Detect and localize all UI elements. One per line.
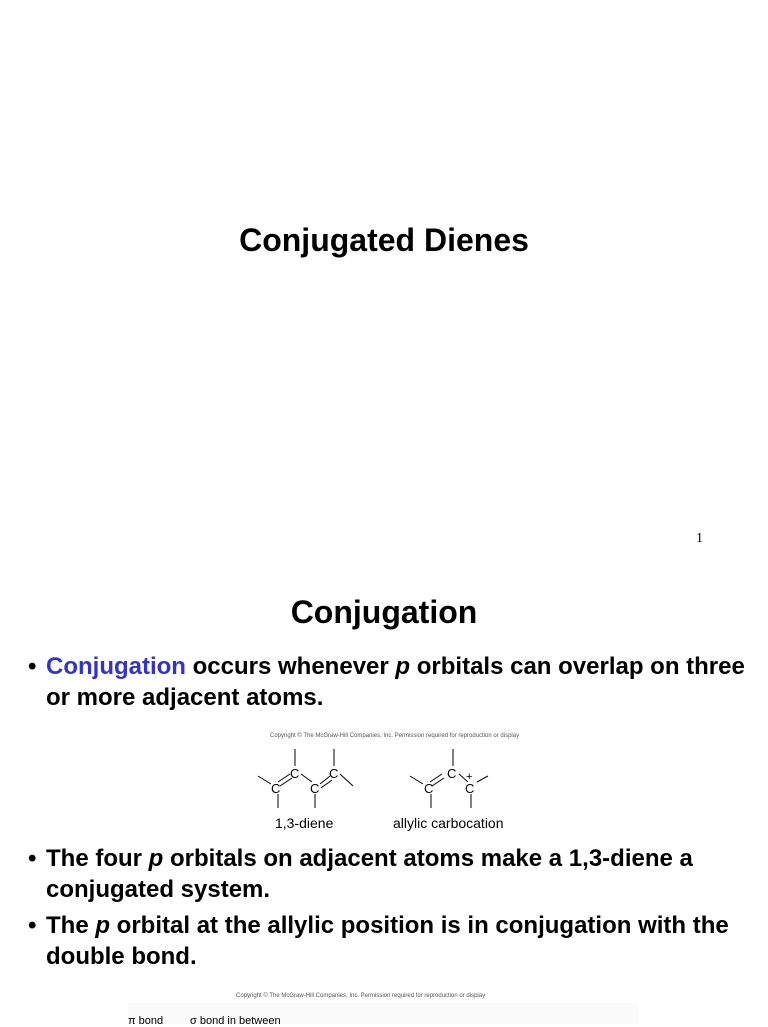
figure-copyright: Copyright © The McGraw-Hill Companies, Inc. Permission required for reproduction or display [270,733,520,739]
caption-allylic-carbocation: allylic carbocation [393,815,504,831]
carbon-atom: C [447,766,457,781]
bullet-dot: • [28,912,37,939]
carbon-atom: C [310,781,320,796]
bullet-conjugation-definition [28,651,748,713]
label-sigma-bond: σ bond in between [190,1015,281,1027]
italic-p: p [395,653,411,680]
label-pi-bond: π bond [128,1015,164,1027]
bond [258,776,271,784]
bullet-text-part: orbital at the allylic position is in conjugation with the double bond. [46,912,729,970]
bullet-four-p-orbitals [28,843,748,905]
italic-p: p [148,845,164,872]
slide-title: Conjugated Dienes [239,222,529,258]
carbon-atom: C [271,781,281,796]
bullet-text-part: occurs whenever [185,653,396,680]
caption-diene: 1,3-diene [275,815,334,831]
carbon-atom: C [329,766,339,781]
bond [321,780,332,788]
bond [340,774,353,786]
section-title: Conjugation [290,594,478,630]
bullet-text [46,843,748,905]
cation-atoms [424,766,474,796]
bullet-text-part: The [46,912,96,939]
bullet-allylic-p-orbital [28,910,748,972]
bond [477,776,488,782]
bullet-text-part: The four [46,845,149,872]
bond [410,776,423,784]
carbon-atom: C [424,781,434,796]
bullet-dot: • [28,653,37,680]
italic-p: p [95,912,111,939]
bullet-dot: • [28,845,37,872]
carbon-atom: C [290,766,300,781]
diene-structure [258,749,353,808]
diene-atoms [271,766,338,796]
key-term: Conjugation [46,653,186,680]
figure-copyright: Copyright © The McGraw-Hill Companies, Inc. Permission required for reproduction or display [236,993,486,999]
bullet-text-part: orbitals can overlap on three or more adjacent atoms. [46,653,745,711]
bullet-text [46,651,748,713]
bullet-text [46,910,748,972]
carbon-atom: C [465,781,475,796]
positive-charge: + [466,771,473,783]
bullet-text-part: orbitals on adjacent atoms make a 1,3-diene a conjugated system. [46,845,693,903]
page-number: 1 [696,531,703,546]
molecule-figure [250,744,520,814]
